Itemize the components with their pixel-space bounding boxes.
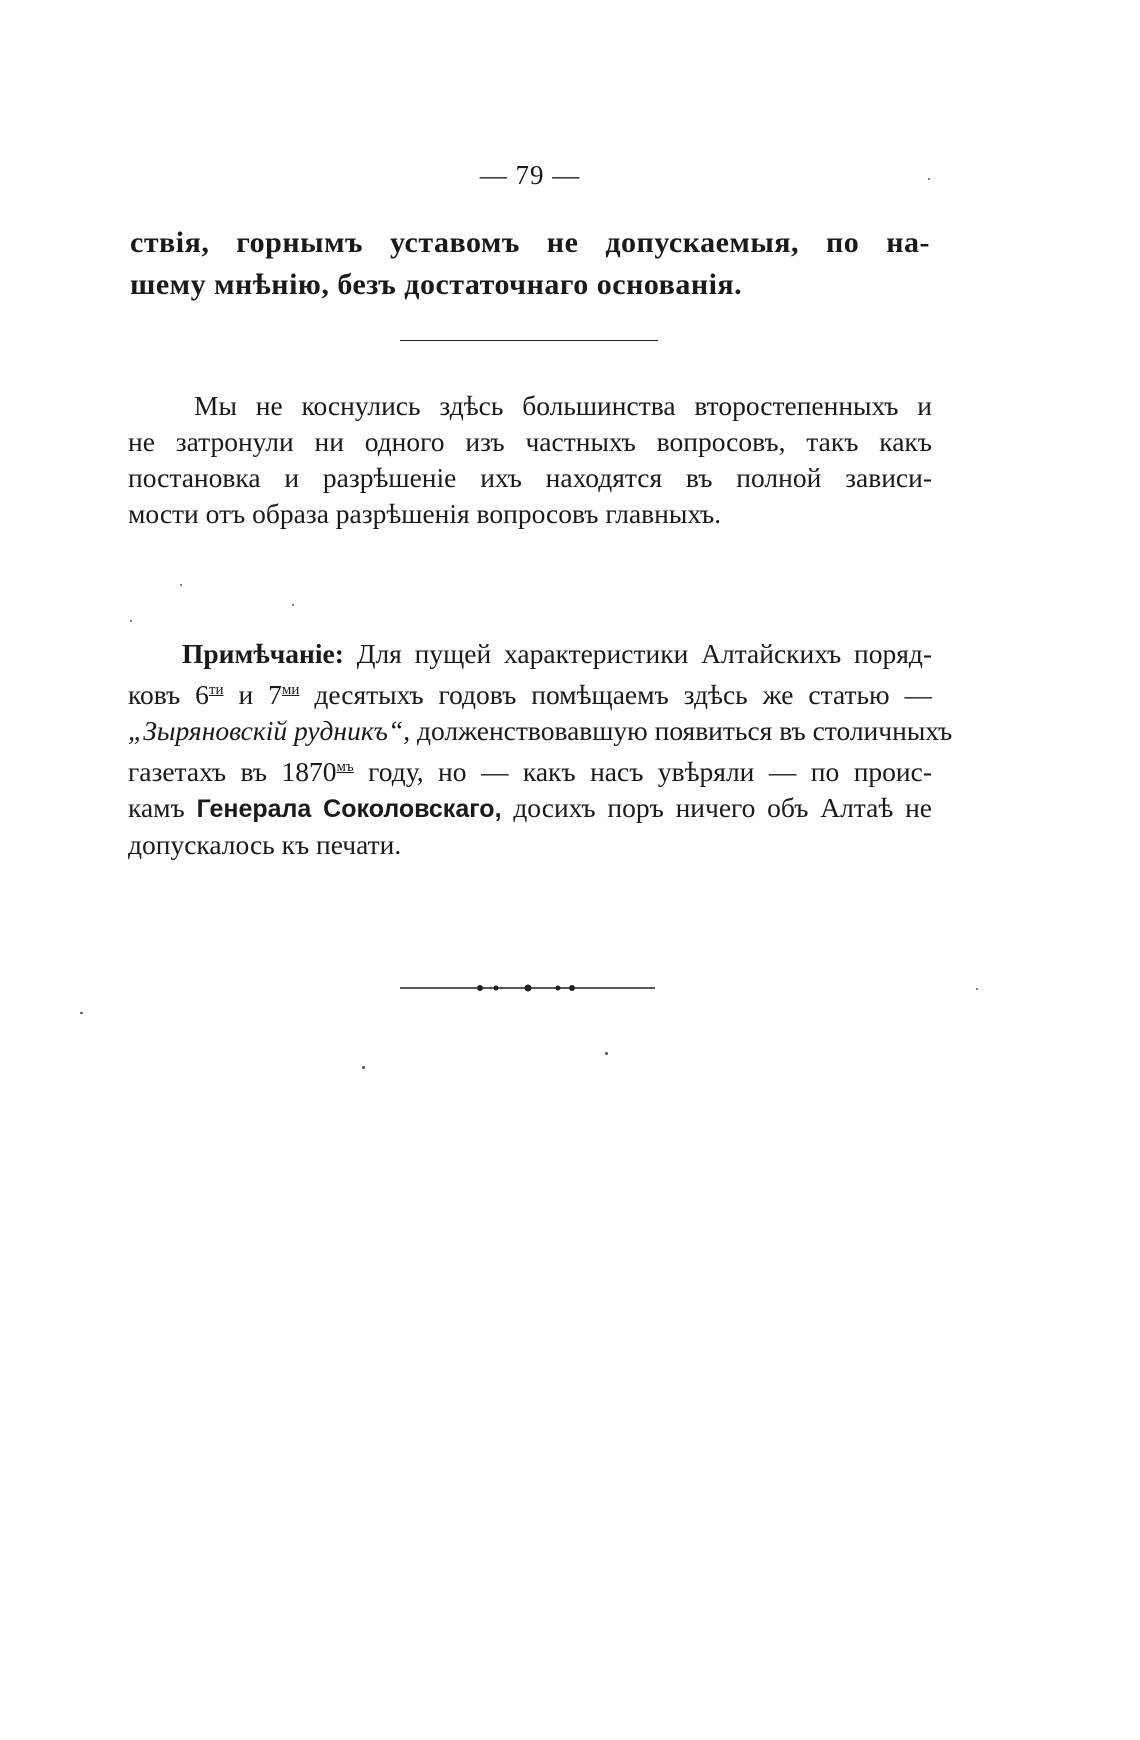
scan-speck [928,178,930,180]
note-line [128,713,953,749]
scan-speck [80,1012,83,1014]
note-text: долженствовавшую появиться въ столичныхъ [417,715,953,746]
note-text: досихъ поръ ничего объ Алтаѣ не [513,792,933,823]
paragraph-line: Мы не коснулись здѣсь большинства второстепенныхъ и [194,390,932,421]
note-line [128,790,932,827]
note-text: камъ [128,792,185,823]
general-name: Генерала Соколовскаго, [196,795,502,823]
superscript: ми [281,682,300,698]
superscript: мъ [336,759,354,775]
note-text: ковъ 6 [128,679,209,710]
note-line [128,636,932,672]
bold-paragraph-line: ствія, горнымъ уставомъ не допускаемыя, по на- [130,226,930,259]
paragraph-line: не затронули ни одного изъ частныхъ вопросовъ, такъ какъ [128,426,932,457]
scan-speck [180,584,182,586]
note-paragraph [128,636,953,863]
note-line [128,672,932,713]
note-text: десятыхъ годовъ помѣщаемъ здѣсь же статью — [314,679,933,710]
note-text: Для пущей характеристики Алтайскихъ поряд- [356,638,933,669]
main-paragraph [128,388,932,532]
bold-paragraph-line: шему мнѣнію, безъ достаточнаго основанія. [130,268,743,301]
scan-speck [292,604,294,606]
scan-speck [976,988,978,990]
paragraph-line: постановка и разрѣшеніе ихъ находятся въ полной зависи- [128,462,932,493]
scan-speck [362,1066,365,1069]
note-line [128,749,932,790]
note-text: году, но — какъ насъ увѣряли — по проис- [368,756,933,787]
paragraph-line: мости отъ образа разрѣшенія вопросовъ главныхъ. [128,498,722,529]
note-text: газетахъ въ 1870 [128,756,337,787]
page-number: — 79 — [479,160,581,190]
note-text: и 7 [238,679,282,710]
bold-paragraph [130,222,930,306]
article-title: „Зыряновскій рудникъ“, [128,715,411,746]
superscript: ти [208,682,224,698]
note-line: допускалось къ печати. [128,829,402,860]
scan-speck [605,1052,608,1055]
scan-speck [130,620,132,622]
end-ornament [400,978,655,998]
note-label: Примѣчаніе: [182,638,344,669]
section-divider [400,340,658,341]
